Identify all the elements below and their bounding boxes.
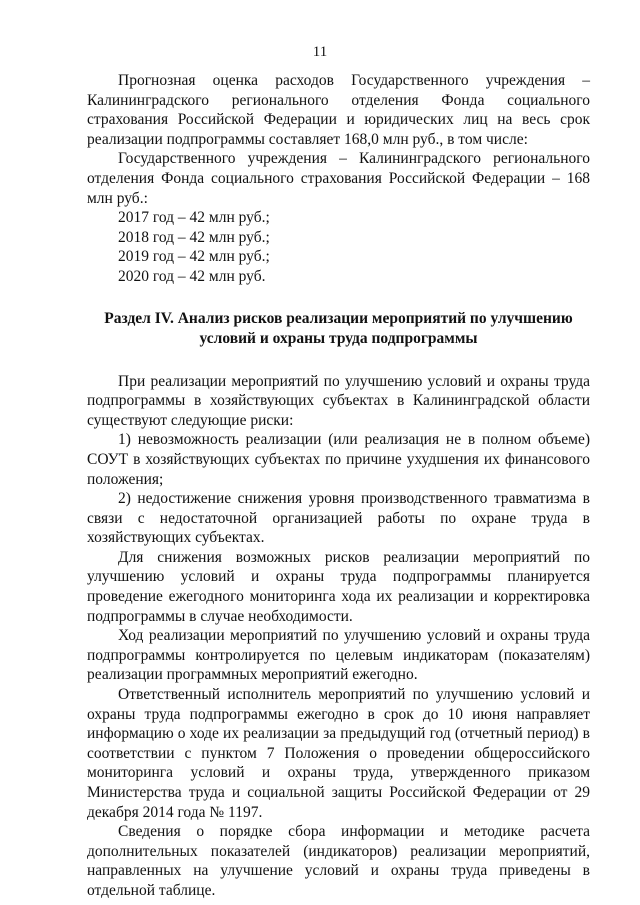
year-item-2017: 2017 год – 42 млн руб.; bbox=[118, 209, 270, 227]
document-body bbox=[87, 71, 590, 901]
section-heading: Раздел IV. Анализ рисков реализации мероприятий по улучшению условий и охраны труда подпрограммы bbox=[104, 309, 573, 347]
paragraph-forecast: Прогнозная оценка расходов Государственного учреждения – Калининградского регионального отделения Фонда социального страхования Российской Федерации и юридических лиц на весь срок реализации подпрограммы составляет 168,0 млн руб., в том числе: bbox=[87, 72, 590, 148]
paragraph-risk-1: 1) невозможность реализации (или реализация не в полном объеме) СОУТ в хозяйствующих субъектах по причине ухудшения их финансового положения; bbox=[87, 431, 590, 488]
year-item-2019: 2019 год – 42 млн руб.; bbox=[118, 248, 270, 266]
page-number: 11 bbox=[312, 44, 328, 60]
year-item-2020: 2020 год – 42 млн руб. bbox=[118, 267, 266, 285]
paragraph-risk-2: 2) недостижение снижения уровня производственного травматизма в связи с недостаточной организацией работы по охране труда в хозяйствующих субъектах. bbox=[87, 490, 590, 547]
paragraph-monitoring: Ход реализации мероприятий по улучшению условий и охраны труда подпрограммы контролируется по целевым индикаторам (показателям) реализации программных мероприятий ежегодно. bbox=[87, 627, 590, 684]
paragraph-information-collection: Сведения о порядке сбора информации и методике расчета дополнительных показателей (индикаторов) реализации мероприятий, направленных на улучшение условий и охраны труда приведены в отдельной таблице. bbox=[87, 823, 590, 899]
paragraph-responsible-executor: Ответственный исполнитель мероприятий по улучшению условий и охраны труда подпрограммы ежегодно в срок до 10 июня направляет информацию о ходе их реализации за предыдущий год (отчетный период) в соответствии с пунктом 7 Положения о проведении общероссийского мониторинга условий и охраны труда, утвержденного приказом Министерства труда и социальной защиты Российской Федерации от 29 декабря 2014 года № 1197. bbox=[87, 686, 590, 821]
paragraph-fund: Государственного учреждения – Калининградского регионального отделения Фонда социального страхования Российской Федерации – 168 млн руб.: bbox=[87, 150, 590, 207]
paragraph-risk-mitigation: Для снижения возможных рисков реализации мероприятий по улучшению условий и охраны труда подпрограммы планируется проведение ежегодного мониторинга хода их реализации и корректировка подпрограммы в случае необходимости. bbox=[87, 548, 590, 625]
paragraph-risks-intro: При реализации мероприятий по улучшению условий и охраны труда подпрограммы в хозяйствующих субъектах в Калининградской области существуют следующие риски: bbox=[87, 372, 590, 429]
year-item-2018: 2018 год – 42 млн руб.; bbox=[118, 228, 270, 246]
